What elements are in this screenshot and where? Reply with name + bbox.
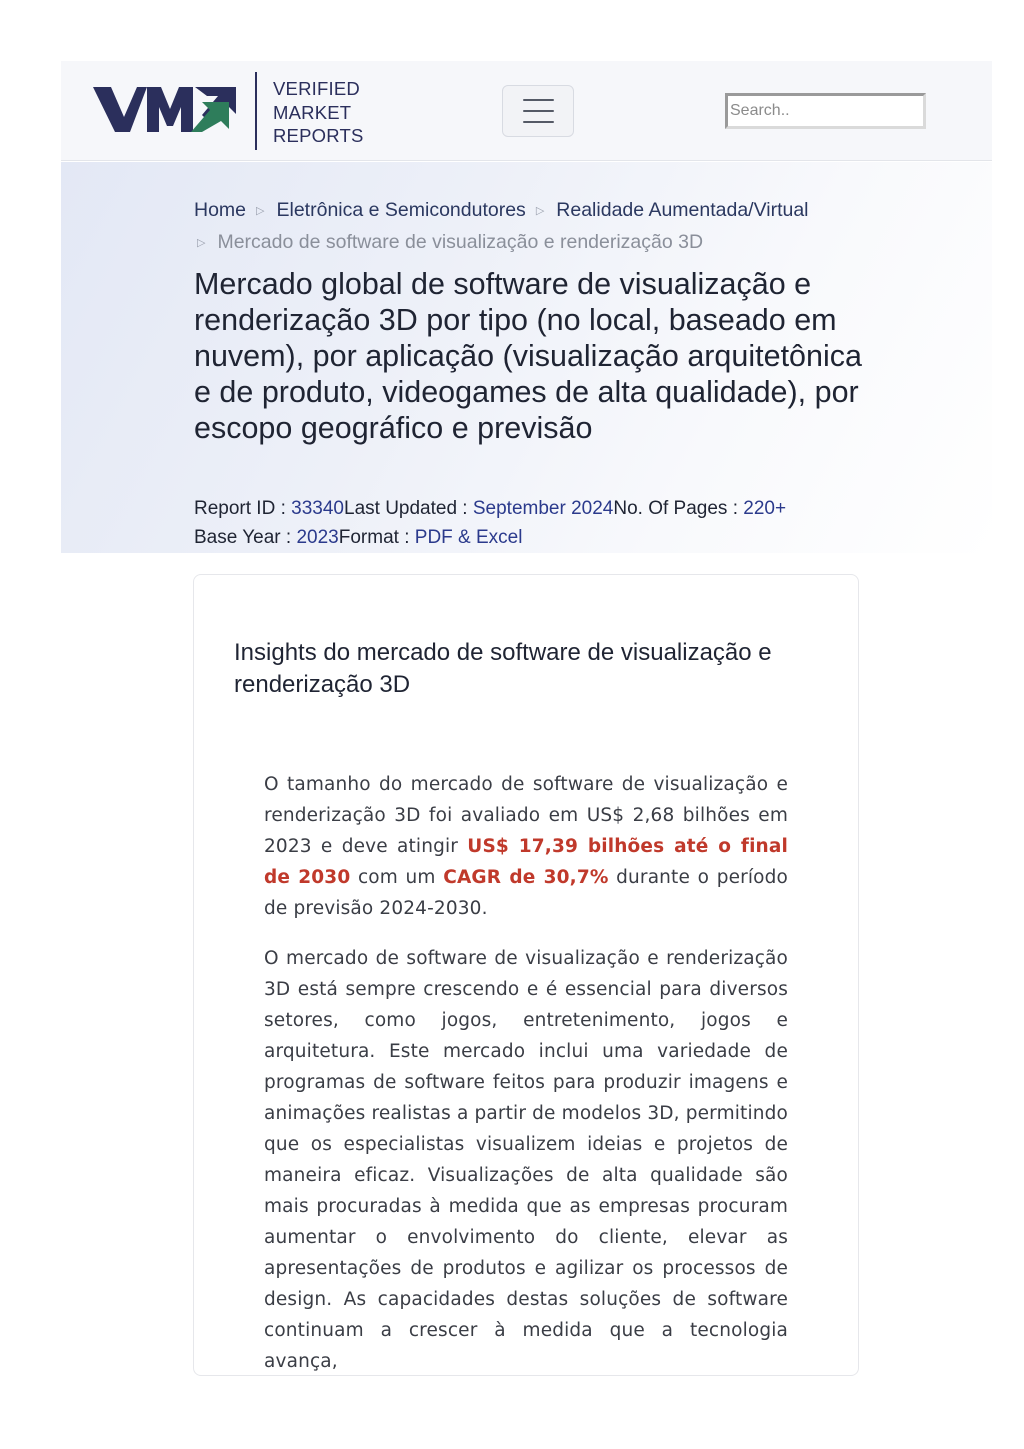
insights-paragraph <box>264 769 788 924</box>
paragraph-text: O tamanho do mercado de software de visualização e renderização 3D foi avaliado em US$ 2,68 bilhões em 2023 e deve atingir <box>264 774 788 857</box>
report-hero <box>61 162 992 553</box>
base-year-label: Base Year : <box>194 527 297 548</box>
logo-divider <box>255 72 257 150</box>
pages-value: 220+ <box>743 498 787 519</box>
vmr-logo-icon[interactable] <box>91 71 239 141</box>
breadcrumb <box>194 195 874 259</box>
report-meta <box>194 494 894 552</box>
logo-line: MARKET <box>273 101 352 123</box>
logo-line: REPORTS <box>273 125 364 146</box>
market-value-highlight: US$ 17,39 bilhões até o final de 2030 <box>264 836 789 888</box>
format-label: Format : <box>338 527 415 548</box>
breadcrumb-home-link[interactable]: Home <box>194 199 247 221</box>
site-header <box>61 61 992 161</box>
hamburger-menu-icon[interactable] <box>502 85 574 137</box>
report-id-label: Report ID : <box>194 498 292 519</box>
logo-line: VERIFIED <box>273 78 360 99</box>
format-value: PDF & Excel <box>414 527 523 548</box>
insights-card <box>193 574 859 1376</box>
breadcrumb-subcategory-link[interactable]: Realidade Aumentada/Virtual <box>556 199 809 221</box>
insights-heading: Insights do mercado de software de visualização e renderização 3D <box>234 639 772 698</box>
cagr-highlight: CAGR de 30,7% <box>443 867 609 888</box>
paragraph-text: durante o período de previsão 2024-2030. <box>264 867 788 919</box>
search-input[interactable] <box>725 93 926 129</box>
last-updated-label: Last Updated : <box>344 498 473 519</box>
pages-label: No. Of Pages : <box>613 498 744 519</box>
logo-wordmark[interactable] <box>273 77 393 148</box>
last-updated-value: September 2024 <box>472 498 614 519</box>
insights-paragraph: O mercado de software de visualização e renderização 3D está sempre crescendo e é essencial para diversos setores, como jogos, entretenimento, jogos e arquitetura. Este mercado inclui uma variedade de programas de software feitos para produzir imagens e animações realistas a partir de modelos 3D, permitindo que os especialistas visualizem ideias e projetos de maneira eficaz. Visualizações de alta qualidade são mais procuradas à medida que as empresas procuram aumentar o envolvimento do cliente, elevar as apresentações de produtos e agilizar os processos de design. As capacidades destas soluções de software continuam a crescer à medida que a tecnologia avança, <box>264 948 788 1372</box>
page-title: Mercado global de software de visualização e renderização 3D por tipo (no local, baseado em nuvem), por aplicação (visualização arquitetônica e de produto, videogames de alta qualidade), por escopo geográfico e previsão <box>194 267 862 445</box>
base-year-value: 2023 <box>296 527 339 548</box>
report-id-value: 33340 <box>291 498 344 519</box>
breadcrumb-separator-icon: ▷ <box>197 237 206 249</box>
breadcrumb-separator-icon: ▷ <box>256 205 265 217</box>
breadcrumb-category-link[interactable]: Eletrônica e Semicondutores <box>276 199 526 221</box>
insights-body <box>264 769 788 1376</box>
breadcrumb-current: Mercado de software de visualização e renderização 3D <box>217 231 704 253</box>
breadcrumb-separator-icon: ▷ <box>535 205 545 217</box>
paragraph-text: com um <box>350 867 444 888</box>
